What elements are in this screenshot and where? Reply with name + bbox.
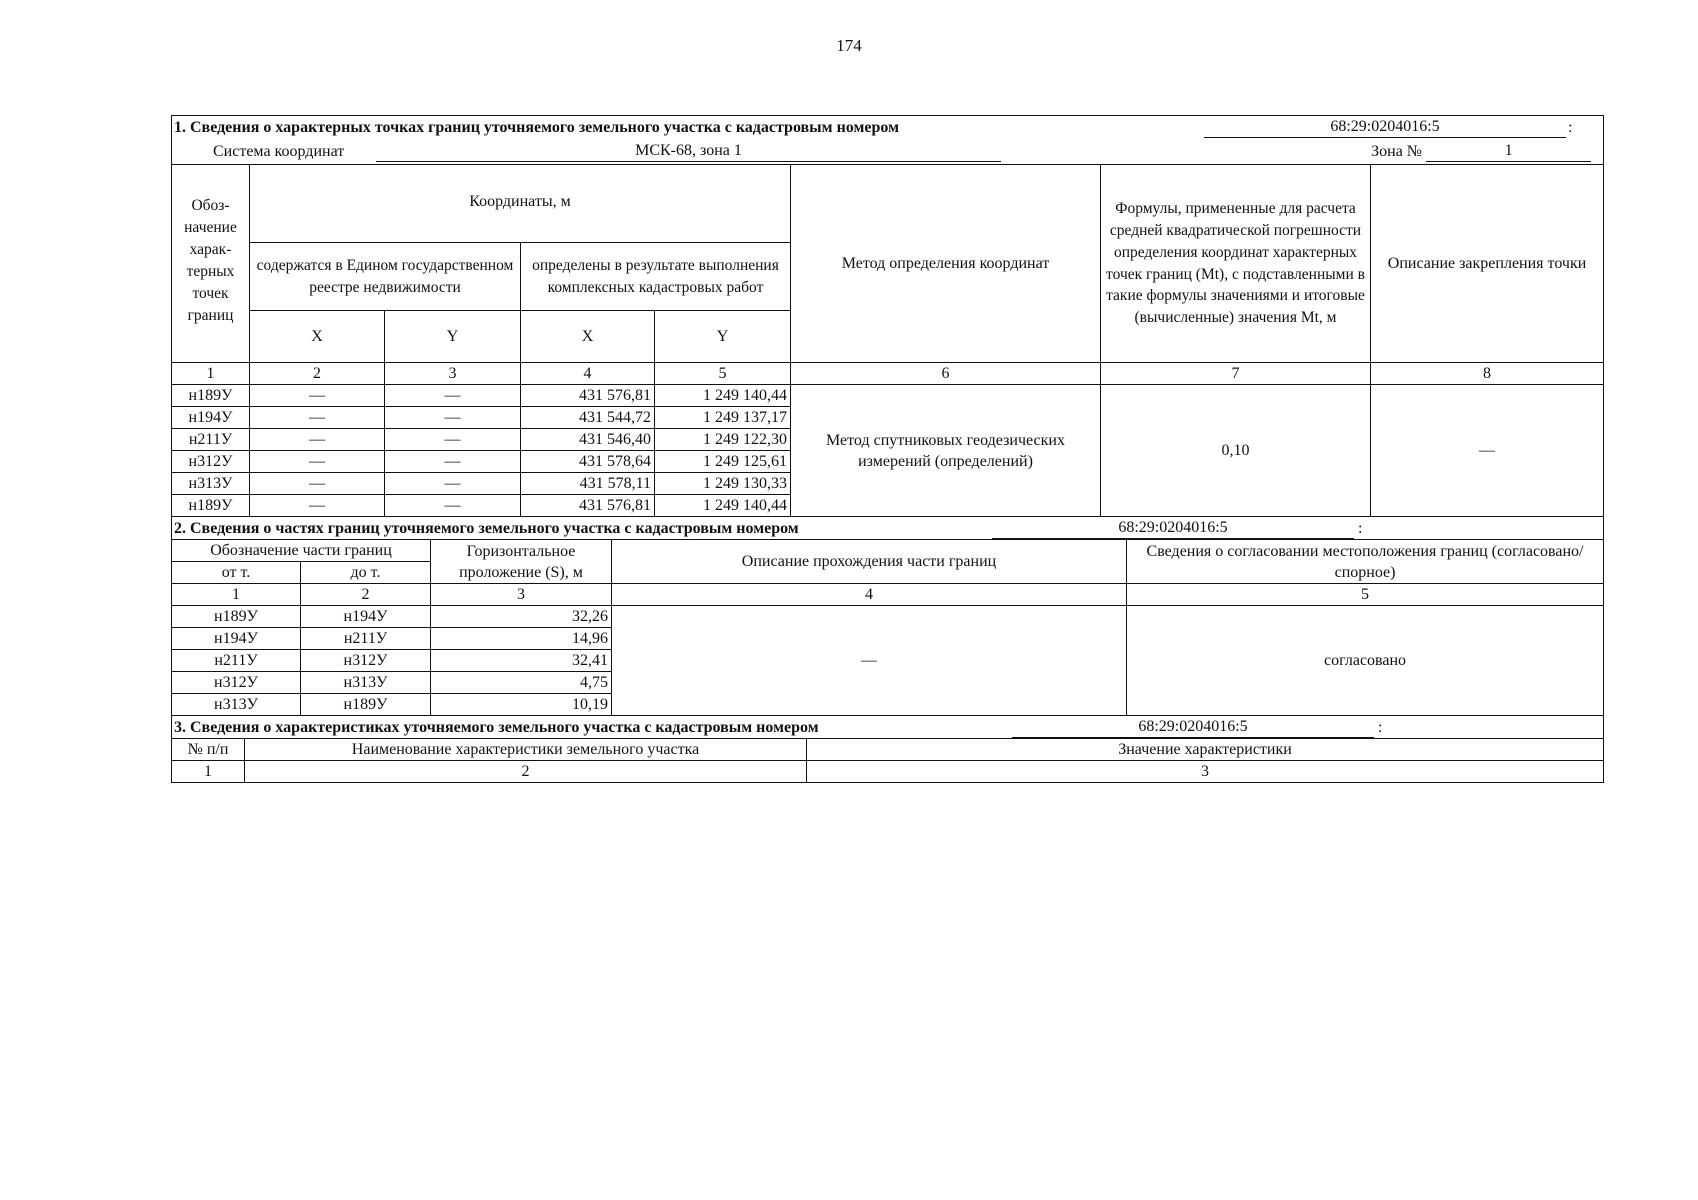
method-value: Метод спутниковых геодезических измерений (определений) bbox=[791, 385, 1101, 517]
part-from: н189У bbox=[172, 606, 301, 628]
complex-y: 1 249 140,44 bbox=[655, 385, 791, 407]
header-agreement: Сведения о согласовании местоположения границ (согласовано/спорное) bbox=[1127, 540, 1604, 584]
section1-colon: : bbox=[1568, 119, 1573, 136]
description-value: — bbox=[612, 606, 1127, 716]
col-number: 3 bbox=[807, 761, 1604, 783]
egrn-x: — bbox=[250, 407, 385, 429]
zone-value: 1 bbox=[1426, 140, 1591, 162]
section1-col-numbers bbox=[172, 363, 1604, 385]
section3-col-numbers bbox=[172, 761, 1604, 783]
col-number: 1 bbox=[172, 584, 301, 606]
col-number: 5 bbox=[655, 363, 791, 385]
col-number: 4 bbox=[521, 363, 655, 385]
complex-x: 431 576,81 bbox=[521, 385, 655, 407]
egrn-y: — bbox=[385, 495, 521, 517]
col-number: 3 bbox=[431, 584, 612, 606]
horizontal-distance: 14,96 bbox=[431, 628, 612, 650]
header-designation: Обоз-начение харак-терных точек границ bbox=[172, 165, 250, 363]
header-horizontal: Горизонтальное проложение (S), м bbox=[431, 540, 612, 584]
part-to: н211У bbox=[301, 628, 431, 650]
col-number: 2 bbox=[250, 363, 385, 385]
header-value: Значение характеристики bbox=[807, 739, 1604, 761]
header-egrn: содержатся в Едином государственном реестре недвижимости bbox=[250, 243, 521, 311]
complex-x: 431 544,72 bbox=[521, 407, 655, 429]
table-row bbox=[172, 385, 1604, 407]
mt-value: 0,10 bbox=[1101, 385, 1371, 517]
section3-title-line bbox=[172, 716, 1603, 738]
complex-y: 1 249 122,30 bbox=[655, 429, 791, 451]
table-row bbox=[172, 606, 1604, 628]
col-number: 6 bbox=[791, 363, 1101, 385]
point-id: н189У bbox=[172, 385, 250, 407]
coord-system-label: Система координат bbox=[213, 143, 345, 160]
col-number: 2 bbox=[245, 761, 807, 783]
complex-x: 431 576,81 bbox=[521, 495, 655, 517]
section2-title: 2. Сведения о частях границ уточняемого земельного участка с кадастровым номером bbox=[174, 520, 799, 537]
complex-x: 431 578,11 bbox=[521, 473, 655, 495]
part-from: н194У bbox=[172, 628, 301, 650]
section3-colon: : bbox=[1378, 719, 1383, 736]
header-y1: Y bbox=[385, 311, 521, 363]
part-from: н211У bbox=[172, 650, 301, 672]
header-x2: X bbox=[521, 311, 655, 363]
section2-cadastral-number: 68:29:0204016:5 bbox=[992, 517, 1354, 539]
complex-x: 431 546,40 bbox=[521, 429, 655, 451]
egrn-x: — bbox=[250, 473, 385, 495]
section2-col-numbers bbox=[172, 584, 1604, 606]
egrn-y: — bbox=[385, 451, 521, 473]
coord-system-line bbox=[172, 138, 1603, 164]
header-x1: X bbox=[250, 311, 385, 363]
part-from: н312У bbox=[172, 672, 301, 694]
egrn-x: — bbox=[250, 385, 385, 407]
header-to: до т. bbox=[301, 562, 431, 584]
header-from: от т. bbox=[172, 562, 301, 584]
egrn-x: — bbox=[250, 451, 385, 473]
col-number: 7 bbox=[1101, 363, 1371, 385]
point-id: н211У bbox=[172, 429, 250, 451]
horizontal-distance: 32,26 bbox=[431, 606, 612, 628]
section3-title: 3. Сведения о характеристиках уточняемого земельного участка с кадастровым номером bbox=[174, 719, 819, 736]
header-part-designation: Обозначение части границ bbox=[172, 540, 431, 562]
section1-title-line bbox=[172, 116, 1603, 138]
header-name: Наименование характеристики земельного участка bbox=[245, 739, 807, 761]
horizontal-distance: 4,75 bbox=[431, 672, 612, 694]
agreement-value: согласовано bbox=[1127, 606, 1604, 716]
part-from: н313У bbox=[172, 694, 301, 716]
header-complex: определены в результате выполнения комплексных кадастровых работ bbox=[521, 243, 791, 311]
col-number: 8 bbox=[1371, 363, 1604, 385]
col-number: 5 bbox=[1127, 584, 1604, 606]
egrn-y: — bbox=[385, 429, 521, 451]
col-number: 1 bbox=[172, 761, 245, 783]
point-id: н313У bbox=[172, 473, 250, 495]
part-to: н194У bbox=[301, 606, 431, 628]
header-method: Метод определения координат bbox=[791, 165, 1101, 363]
complex-x: 431 578,64 bbox=[521, 451, 655, 473]
egrn-x: — bbox=[250, 429, 385, 451]
header-y2: Y bbox=[655, 311, 791, 363]
complex-y: 1 249 130,33 bbox=[655, 473, 791, 495]
header-num: № п/п bbox=[172, 739, 245, 761]
section1-table bbox=[171, 115, 1604, 517]
col-number: 2 bbox=[301, 584, 431, 606]
section1-title: 1. Сведения о характерных точках границ уточняемого земельного участка с кадастровым номером bbox=[174, 119, 899, 136]
complex-y: 1 249 140,44 bbox=[655, 495, 791, 517]
section2-colon: : bbox=[1358, 520, 1363, 537]
part-to: н312У bbox=[301, 650, 431, 672]
egrn-x: — bbox=[250, 495, 385, 517]
header-coordinates: Координаты, м bbox=[250, 165, 791, 243]
complex-y: 1 249 137,17 bbox=[655, 407, 791, 429]
section2-table bbox=[171, 516, 1604, 716]
col-number: 4 bbox=[612, 584, 1127, 606]
section3-cadastral-number: 68:29:0204016:5 bbox=[1012, 716, 1374, 738]
col-number: 3 bbox=[385, 363, 521, 385]
point-id: н189У bbox=[172, 495, 250, 517]
complex-y: 1 249 125,61 bbox=[655, 451, 791, 473]
header-description: Описание прохождения части границ bbox=[612, 540, 1127, 584]
egrn-y: — bbox=[385, 385, 521, 407]
zone-label: Зона № bbox=[1371, 143, 1423, 160]
header-fixing: Описание закрепления точки bbox=[1371, 165, 1604, 363]
page-number: 174 bbox=[836, 36, 862, 55]
fixing-value: — bbox=[1371, 385, 1604, 517]
egrn-y: — bbox=[385, 473, 521, 495]
header-formulas: Формулы, примененные для расчета средней квадратической погрешности определения координат характерных точек границ (Mt), с подставленными в такие формулы значениями и итоговые (вычисленные) значения Mt, м bbox=[1101, 165, 1371, 363]
coord-system-value: МСК-68, зона 1 bbox=[376, 140, 1001, 162]
horizontal-distance: 32,41 bbox=[431, 650, 612, 672]
part-to: н313У bbox=[301, 672, 431, 694]
part-to: н189У bbox=[301, 694, 431, 716]
cadastral-document bbox=[171, 115, 1603, 783]
section3-table bbox=[171, 715, 1604, 783]
point-id: н312У bbox=[172, 451, 250, 473]
col-number: 1 bbox=[172, 363, 250, 385]
section2-title-line bbox=[172, 517, 1603, 539]
section1-cadastral-number: 68:29:0204016:5 bbox=[1204, 116, 1566, 138]
point-id: н194У bbox=[172, 407, 250, 429]
egrn-y: — bbox=[385, 407, 521, 429]
horizontal-distance: 10,19 bbox=[431, 694, 612, 716]
